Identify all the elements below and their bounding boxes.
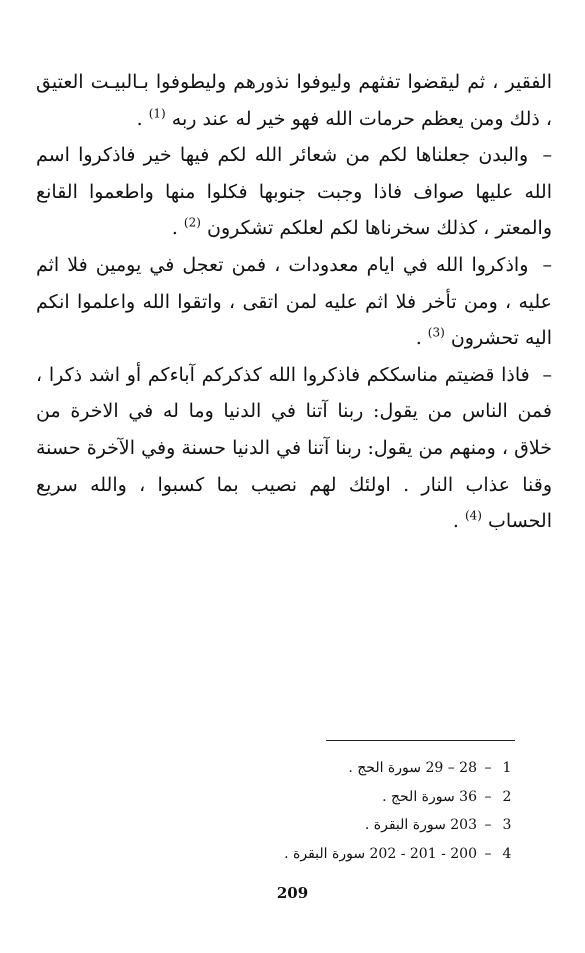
footnote-ref: (4)	[464, 508, 482, 523]
footnote-number: 1	[502, 760, 512, 777]
paragraph-end: .	[415, 327, 422, 350]
paragraph-text: والبدن جعلناها لكم من شعائر الله لكم فيها خير فاذكروا اسم الله عليها صواف فاذا وجبت جنوبها فكلوا منها واطعموا القانع والمعتر ، كذلك سخرناها لكم لعلكم تشكرون	[36, 144, 552, 240]
footnote-dash: –	[484, 760, 492, 777]
paragraph-text: واذكروا الله في ايام معدودات ، فمن تعجل في يومين فلا اثم عليه ، ومن تأخر فلا اثم عليه لمن اتقى ، واتقوا الله واعلموا انكم اليه تحشرون	[36, 253, 552, 350]
footnote-item	[185, 754, 515, 783]
paragraph-dash: –	[542, 253, 552, 276]
footnote-number: 3	[502, 817, 512, 834]
paragraph-dash: –	[542, 144, 552, 167]
paragraph	[36, 137, 552, 247]
paragraph	[36, 247, 552, 357]
paragraph-text: الفقير ، ثم ليقضوا تفثهم وليوفوا نذورهم وليطوفوا بـالبيـت العتيق ، ذلك ومن يعظم حرمات الله فهو خير له عند ربه	[36, 71, 552, 130]
footnote-item	[185, 840, 515, 869]
footnote-text: 203 سورة البقرة .	[364, 817, 477, 834]
paragraph-end: .	[136, 107, 143, 130]
paragraph	[36, 64, 552, 137]
footnote-item	[185, 811, 515, 840]
paragraph-dash: –	[542, 363, 552, 386]
footnote-text: 200 - 201 - 202 سورة البقرة .	[284, 845, 477, 862]
footnote-text: 28 – 29 سورة الحج .	[348, 760, 477, 777]
footnote-text: 36 سورة الحج .	[382, 788, 477, 805]
footnote-number: 2	[502, 788, 512, 805]
paragraph-end: .	[452, 510, 459, 533]
paragraph	[36, 357, 552, 540]
footnote-ref: (3)	[427, 325, 445, 340]
paragraph-text: فاذا قضيتم مناسككم فاذكروا الله كذكركم آباءكم أو اشد ذكرا ، فمن الناس من يقول: ربنا آتنا في الدنيا وما له في الاخرة من خلاق ، ومنهم من يقول: ربنا آتنا في الدنيا حسنة وفي الآخرة حسنة وقنا عذاب النار . اولئك لهم نصيب بما كسبوا ، والله سريع الحساب	[36, 363, 552, 533]
footnote-dash: –	[484, 845, 492, 862]
main-text	[36, 64, 552, 540]
footnote-dash: –	[484, 788, 492, 805]
footnote-dash: –	[484, 817, 492, 834]
page-number: 209	[276, 884, 309, 902]
paragraph-end: .	[171, 217, 178, 240]
footnote-divider	[326, 740, 515, 741]
footnote-ref: (1)	[148, 106, 166, 121]
footnotes	[185, 754, 515, 868]
footnote-number: 4	[502, 845, 512, 862]
footnote-item	[185, 783, 515, 812]
footnote-ref: (2)	[183, 216, 201, 231]
